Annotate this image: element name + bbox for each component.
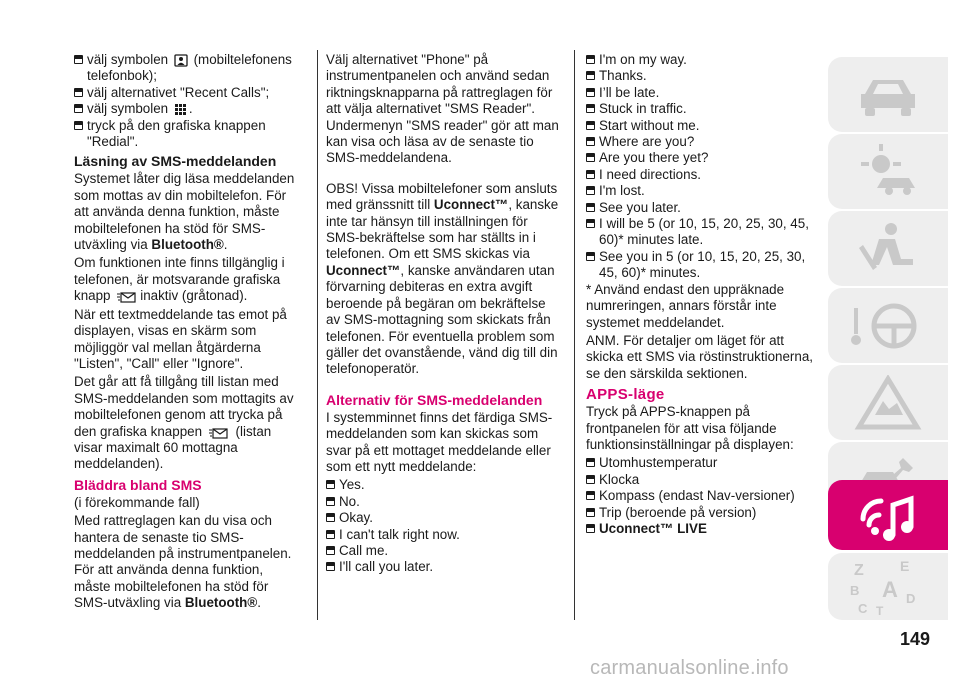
list-item: Stuck in traffic. [586,101,814,117]
bullet-icon [326,562,335,571]
list-item: I'll call you later. [326,559,562,575]
list-item: tryck på den grafiska knappen "Redial". [74,118,300,151]
column-divider [317,50,318,620]
tab-warning[interactable] [828,365,948,440]
list-item: Where are you? [586,134,814,150]
bullet-icon [326,480,335,489]
list-item: Klocka [586,472,814,488]
list-item: välj alternativet "Recent Calls"; [74,85,300,101]
paragraph: Med rattreglagen kan du visa och hantera de senaste tio SMS-meddelanden på instrumentpanelen. För att använda denna funktion, måste mobiltelefonen ha stöd för SMS-utväxling via Bluetooth®. [74,513,292,611]
bullet-icon [586,203,595,212]
section-heading: Läsning av SMS-meddelanden [74,153,277,170]
watermark: carmanualsonline.info [590,657,789,679]
section-heading: Bläddra bland SMS [74,476,202,493]
car-icon [853,70,923,120]
index-letter: E [900,557,910,574]
bullet-icon [586,71,595,80]
bullet-icon [586,458,595,467]
bullet-icon [586,508,595,517]
footnote: * Använd endast den uppräknade numreringen, annars förstår inte systemet meddelandet. [586,281,785,330]
bullet-icon [586,186,595,195]
bullet-icon [586,252,595,261]
column-3 [586,52,814,537]
tab-index[interactable] [828,553,948,620]
index-letter: B [850,582,860,598]
index-letter: C [858,600,868,616]
bullet-icon [586,121,595,130]
list-item: I need directions. [586,167,814,183]
bullet-icon [326,546,335,555]
tab-multimedia[interactable] [828,480,948,550]
column-2 [326,52,562,576]
seat-safety-icon [853,221,923,277]
phonebook-icon [174,54,188,67]
bullet-icon [326,497,335,506]
bullet-icon [74,55,83,64]
note: ANM. För detaljer om läget för att skicka ett SMS via röstinstruktionerna, se den särskilda sektionen. [586,332,813,381]
list-item: välj symbolen . [74,101,300,117]
paragraph: Om funktionen inte finns tillgänglig i telefonen, är motsvarande grafiska knapp inaktiv (gråtonad). [74,255,285,304]
list-item: Trip (beroende på version) [586,505,814,521]
index-letter: D [906,590,916,606]
sms-envelope-icon [208,425,230,439]
list-item: Yes. [326,477,562,493]
bullet-icon [326,513,335,522]
page-number: 149 [899,629,930,649]
list-item: I can't talk right now. [326,527,562,543]
bullet-icon [586,524,595,533]
paragraph: (i förekommande fall) [74,494,200,510]
bullet-icon [586,170,595,179]
dashboard-lights-icon [853,144,923,200]
list-item: Are you there yet? [586,150,814,166]
steering-wheel-icon [848,298,928,354]
index-letter: A [882,576,898,602]
list-item: Kompass (endast Nav-versioner) [586,488,814,504]
tab-seat-safety[interactable] [828,211,948,286]
tab-steering-wheel[interactable] [828,288,948,363]
list-item: Utomhustemperatur [586,455,814,471]
bullet-icon [586,55,595,64]
bullet-icon [326,530,335,539]
list-item: Thanks. [586,68,814,84]
list-item: See you later. [586,200,814,216]
bullet-icon [74,104,83,113]
section-heading: APPS-läge [586,386,665,404]
column-1 [74,52,300,614]
tab-dashboard-lights[interactable] [828,134,948,209]
column-divider [574,50,575,620]
list-item: Start without me. [586,118,814,134]
sms-envelope-icon [116,289,138,303]
list-item: See you in 5 (or 10, 15, 20, 25, 30, 45, 60)* minutes. [586,249,814,282]
bullet-icon [586,153,595,162]
paragraph: Tryck på APPS-knappen på frontpanelen för att visa följande funktionsinställningar på displayen: [586,404,794,452]
list-item: Uconnect™ LIVE [586,521,814,537]
keypad-icon [174,103,187,116]
list-item: I'm on my way. [586,52,814,68]
tab-car[interactable] [828,57,948,132]
bullet-icon [586,491,595,500]
index-letter: T [876,603,884,617]
index-letters-icon [848,557,928,617]
list-item: Okay. [326,510,562,526]
bullet-icon [586,137,595,146]
paragraph: Det går att få tillgång till listan med SMS-meddelanden som mottagits av mobiltelefonen genom att trycka på den grafiska knappen (listan visar maximalt 60 mottagna meddelanden). [74,374,294,472]
list-item: I'm lost. [586,183,814,199]
bullet-icon [74,121,83,130]
bullet-icon [586,219,595,228]
paragraph: OBS! Vissa mobiltelefoner som ansluts med gränssnitt till Uconnect™, kanske inte tar hänsyn till inställningen för SMS-bekräftelse som har ställts in i telefonen. Om ett SMS skickas via Uconnect™, kanske användaren utan förvarning debiteras en extra avgift beroende på begäran om bekräftelse av SMS-mottagning som skickats från telefonen. För eventuella problem som gäller det ovanstående, vänd dig till din telefonoperatör. [326,180,559,377]
paragraph: När ett textmeddelande tas emot på displayen, visas en skärm som möjliggör val mellan åtgärderna "Listen", "Call" eller "Ignore". [74,306,287,371]
bullet-icon [74,88,83,97]
bullet-icon [586,88,595,97]
paragraph: I systemminnet finns det färdiga SMS-meddelanden som kan skickas som svar på ett mottaget meddelande eller som ett nytt meddelande: [326,409,553,474]
index-letter: Z [854,561,864,579]
bullet-icon [586,475,595,484]
list-item: I’ll be late. [586,85,814,101]
warning-triangle-icon [853,375,923,431]
list-item: välj symbolen (mobiltelefonens telefonbok); [74,52,300,85]
section-heading: Alternativ för SMS-meddelanden [326,391,543,408]
paragraph: Välj alternativet "Phone" på instrumentpanelen och använd sedan riktningsknapparna på rattreglagen för att välja alternativet "SMS Reader". Undermenyn "SMS reader" gör att man kan visa och läsa av de senaste tio SMS-meddelandena. [326,52,559,166]
list-item: No. [326,494,562,510]
list-item: Call me. [326,543,562,559]
bullet-icon [586,104,595,113]
list-item: I will be 5 (or 10, 15, 20, 25, 30, 45, 60)* minutes late. [586,216,814,249]
paragraph: Systemet låter dig läsa meddelanden som mottas av din mobiltelefon. För att använda denna funktion, måste mobiltelefonen ha stöd för SMS-utväxling via Bluetooth®. [74,171,295,253]
multimedia-icon [853,487,923,543]
